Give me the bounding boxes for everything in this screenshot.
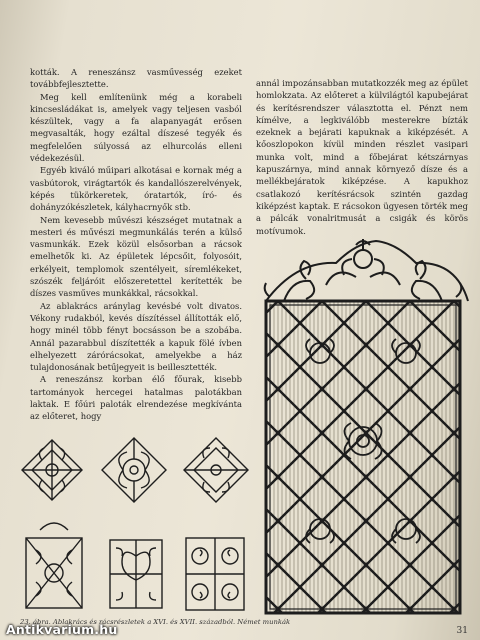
iron-gate-illustration — [256, 235, 470, 617]
text-column-left — [30, 66, 242, 423]
paragraph: Az ablakrács aránylag kevésbé volt divatos. Vékony rudakból, kevés díszítéssel állították elő, hogy minél több fényt bocsásson be a szobába. Annál pazarabbul díszítették a kapuk fölé ívben elhelyezett zárórácsokat, amelyekbe a ház tulajdonosának betűjegyeit is beillesztették. — [30, 300, 242, 373]
grille-diamond-2 — [102, 438, 166, 502]
paragraph: annál impozánsabban mutatkozzék meg az épület homlokzata. Az előteret a külvilágtól kapubejárat és kerítésrendszer választotta el. Pénzt nem kímélve, a legkiválóbb mesterekre bízták ezeknek a bejárati kapuknak a kiképzését. A kőoszlopokon kívül minden részlet vasipari munka volt, mind a főbejárat kétszárnyas kapuszárnya, mind annak környező dísze és a mellékbejáratok kiképzése. A kapukhoz csatlakozó kerítésrácsok szintén gazdag kiképzést kaptak. E rácsokon ügyesen törték meg a pálcák vonalritmusát a csigák és körös motívumok. — [256, 78, 468, 236]
paragraph: Meg kell említenünk még a korabeli kincsesládákat is, amelyek vagy teljesen vasból készültek, vagy a fa alapanyagát erősen megvasalták, hogy ezáltal díszesé tegyék és megfelelően súlyossá az elhurcolás elleni védekezésül. — [30, 91, 242, 164]
watermark: Antikvarium.hu — [6, 622, 118, 637]
grille-details-illustration — [14, 430, 254, 616]
paragraph: Egyéb kiváló műipari alkotásai e kornak még a vasbútorok, virágtartók és kandallószerelvények, képés tükörkeretek, óratartók, író- és dohányzókészletek, kályhacrnyők stb. — [30, 165, 242, 213]
paragraph: Nem kevesebb művészi készséget mutatnak a mesteri és művészi megmunkálás terén a külső vasmunkák. Ezek közül elsősorban a rácsok emelhetők ki. Az épületek lépcsőit, folyosóit, erkélyeit, templomok szentélyeit, síremlékeket, szószék feljáróit előszeretettel kerítették be díszes vasműves munkákkal, rácsokkal. — [30, 214, 242, 299]
grille-diamond-3 — [184, 438, 248, 502]
grille-square-2 — [110, 540, 162, 608]
gate-crest — [265, 239, 468, 301]
paragraph: A reneszánsz korban élő főurak, kisebb tartományok hercegei hatalmas palotákban laktak. E főúri paloták elrendezése megkívánta az előteret, hogy — [30, 374, 242, 422]
grille-square-1 — [26, 523, 82, 608]
figure-caption: 23. ábra. Ablakrács és rácsrészletek a XVI. és XVII. századból. Német munkák — [20, 618, 291, 626]
page-number: 31 — [456, 626, 468, 636]
grille-square-3 — [186, 538, 244, 610]
text-column-right — [256, 77, 468, 237]
grille-diamond-1 — [22, 440, 82, 500]
paragraph: kották. A reneszánsz vasművesség ezeket továbbfejlesztette. — [30, 67, 242, 90]
